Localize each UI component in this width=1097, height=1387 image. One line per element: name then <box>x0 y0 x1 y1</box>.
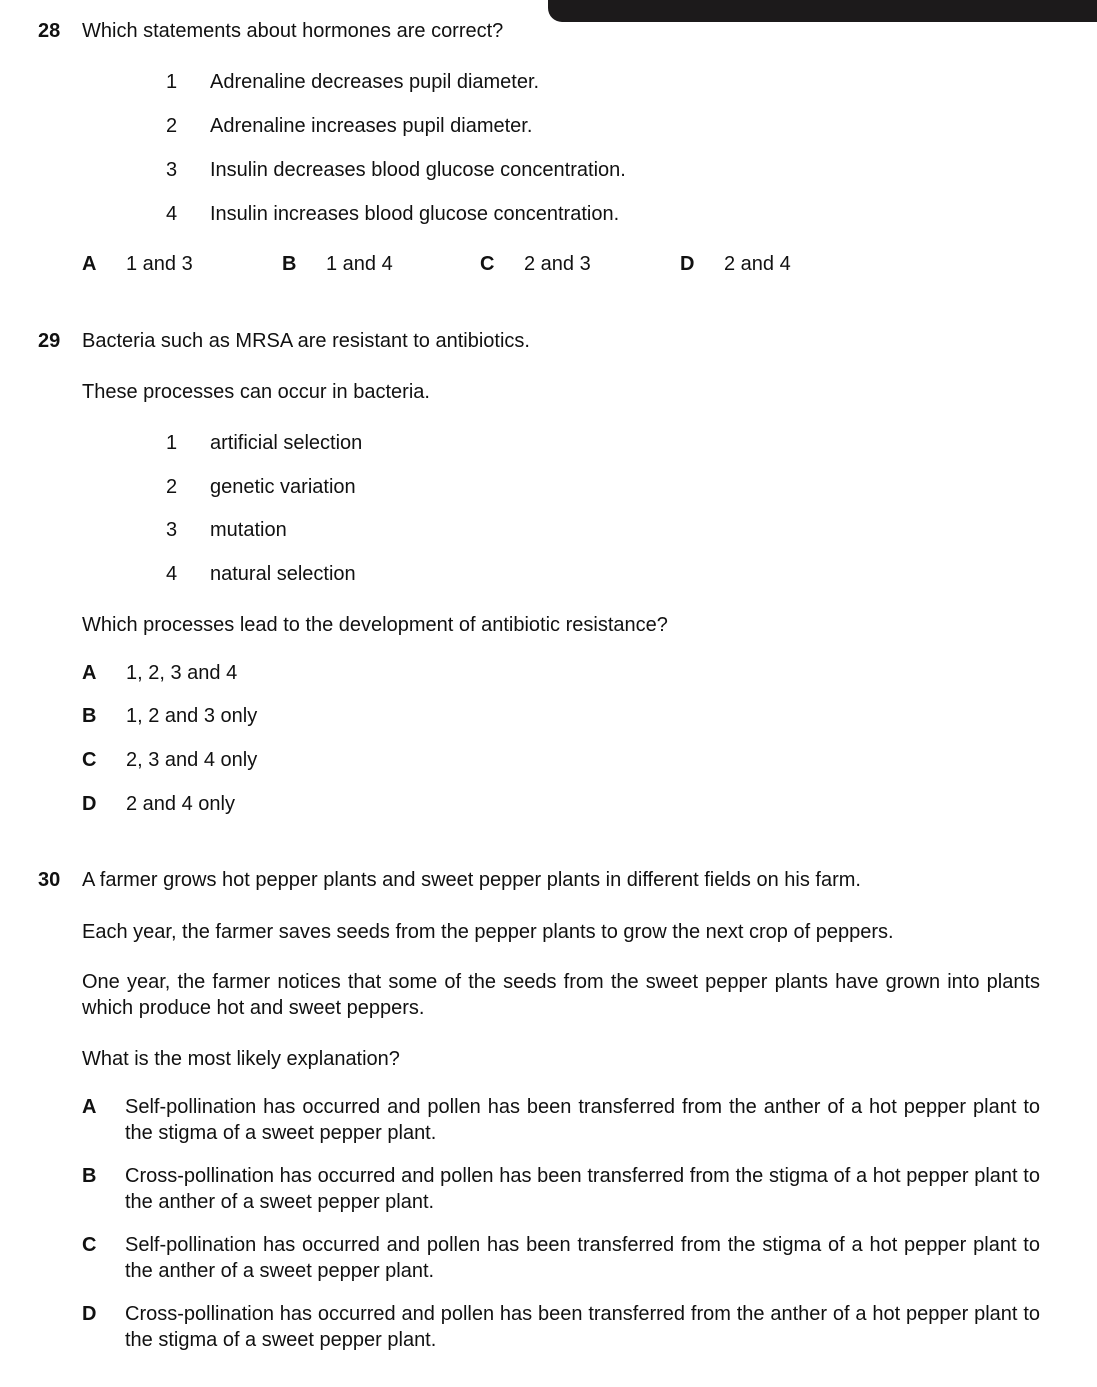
question-paragraph: One year, the farmer notices that some of the seeds from the sweet pepper plants have grown into plants which produce hot and sweet peppers. <box>82 971 1040 1019</box>
question-stem: A farmer grows hot pepper plants and sweet pepper plants in different fields on his farm. <box>82 869 861 891</box>
answer-option-c[interactable]: C 2 and 3 <box>480 253 591 275</box>
statement-item: 2 genetic variation <box>166 476 356 498</box>
statement-item: 1 artificial selection <box>166 432 363 454</box>
question-number: 30 <box>38 869 61 891</box>
question-stem: Bacteria such as MRSA are resistant to antibiotics. <box>82 330 530 352</box>
statement-item: 1 Adrenaline decreases pupil diameter. <box>166 71 540 93</box>
question-prompt: What is the most likely explanation? <box>82 1048 400 1070</box>
answer-option-b[interactable]: B 1 and 4 <box>282 253 393 275</box>
statement-item: 3 mutation <box>166 519 287 541</box>
answer-option-d[interactable]: D 2 and 4 only <box>82 793 235 815</box>
question-stem: Which statements about hormones are correct? <box>82 20 504 42</box>
statement-item: 4 Insulin increases blood glucose concentration. <box>166 203 620 225</box>
statement-item: 4 natural selection <box>166 563 356 585</box>
statement-item: 3 Insulin decreases blood glucose concentration. <box>166 159 626 181</box>
top-dark-bar <box>548 0 1097 22</box>
question-intro: These processes can occur in bacteria. <box>82 381 430 403</box>
answer-option-c[interactable]: C 2, 3 and 4 only <box>82 749 258 771</box>
question-paragraph: Each year, the farmer saves seeds from the pepper plants to grow the next crop of peppers. <box>82 921 894 943</box>
statement-item: 2 Adrenaline increases pupil diameter. <box>166 115 533 137</box>
question-number: 28 <box>38 20 61 42</box>
answer-option-a[interactable]: A 1, 2, 3 and 4 <box>82 662 238 684</box>
question-prompt: Which processes lead to the development of antibiotic resistance? <box>82 614 668 636</box>
question-number: 29 <box>38 330 61 352</box>
answer-option-b[interactable]: B 1, 2 and 3 only <box>82 705 258 727</box>
answer-option-a[interactable]: A 1 and 3 <box>82 253 193 275</box>
answer-option-d[interactable]: D 2 and 4 <box>680 253 791 275</box>
